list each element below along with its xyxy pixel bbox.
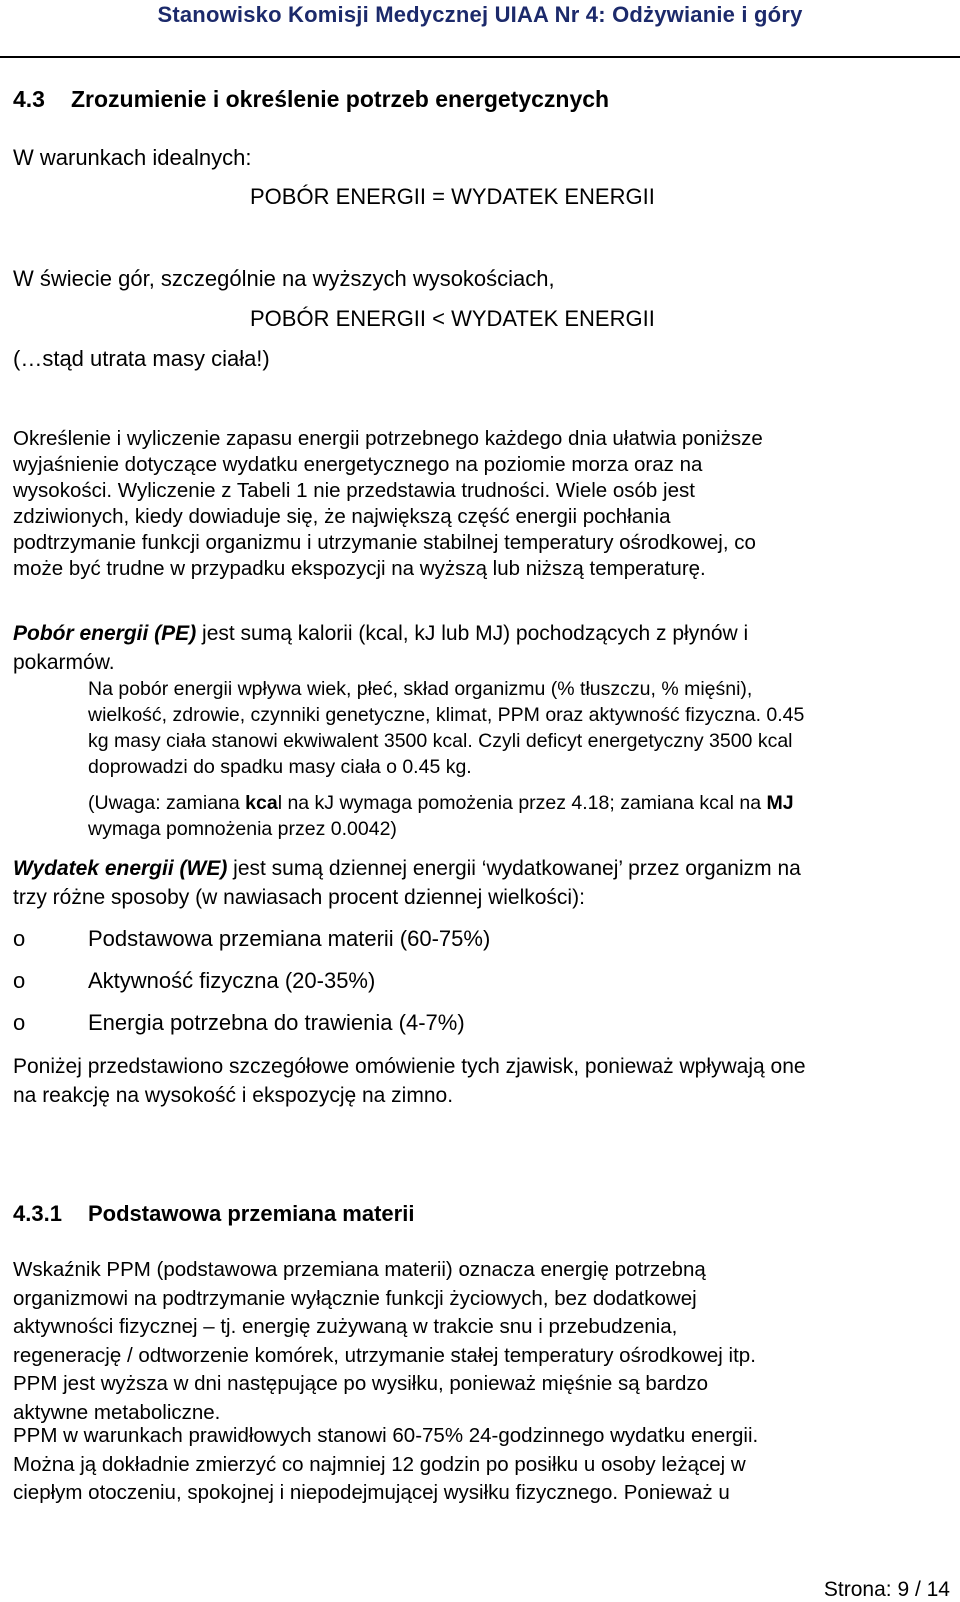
list-item-text: Podstawowa przemiana materii (60-75%) xyxy=(88,926,491,951)
section-title: Zrozumienie i określenie potrzeb energetycznych xyxy=(71,86,610,112)
list-item-text: Aktywność fizyczna (20-35%) xyxy=(88,968,376,993)
pe-conversion-note xyxy=(88,790,948,842)
pe-note-line: Na pobór energii wpływa wiek, płeć, skład organizmu (% tłuszczu, % mięśni), xyxy=(88,678,753,700)
below-paragraph xyxy=(13,1052,953,1110)
we-line2: trzy różne sposoby (w nawiasach procent dziennej wielkości): xyxy=(13,886,585,909)
pe-note-line: wielkość, zdrowie, czynniki genetyczne, klimat, PPM oraz aktywność fizyczna. 0.45 xyxy=(88,704,805,726)
pe-term: Pobór energii (PE) xyxy=(13,622,197,645)
conv-kcal: kca xyxy=(245,792,278,814)
ppm-paragraph-1 xyxy=(13,1256,953,1427)
intro-line: podtrzymanie funkcji organizmu i utrzymanie stabilnej temperatury ośrodkowej, co xyxy=(13,531,756,554)
page-number: Strona: 9 / 14 xyxy=(823,1578,950,1601)
conv-text: (Uwaga: zamiana xyxy=(88,792,246,814)
ppm-line: regenerację / odtworzenie komórek, utrzymanie stałej temperatury ośrodkowej itp. xyxy=(13,1343,756,1367)
pe-line2: pokarmów. xyxy=(13,651,115,674)
ppm-paragraph-2 xyxy=(13,1422,953,1508)
mountains-equation: POBÓR ENERGII < WYDATEK ENERGII xyxy=(250,306,655,331)
conv-text: l na kJ wymaga pomożenia przez 4.18; zamiana kcal na xyxy=(277,792,767,814)
pe-note-line: kg masy ciała stanowi ekwiwalent 3500 kcal. Czyli deficyt energetyczny 3500 kcal xyxy=(88,730,793,752)
ppm-line: PPM jest wyższa w dni następujące po wysiłku, ponieważ mięśnie są bardzo xyxy=(13,1372,709,1395)
intro-line: może być trudne w przypadku ekspozycji na wyższą lub niższą temperaturę. xyxy=(13,557,706,580)
intro-line: wysokości. Wyliczenie z Tabeli 1 nie przedstawia trudności. Wiele osób jest xyxy=(13,479,695,502)
mountains-note: (…stąd utrata masy ciała!) xyxy=(13,346,270,371)
subsection-title: Podstawowa przemiana materii xyxy=(88,1201,415,1226)
bullet-marker: o xyxy=(13,968,26,993)
intro-line: Określenie i wyliczenie zapasu energii potrzebnego każdego dnia ułatwia poniższe xyxy=(13,427,763,450)
section-number: 4.3 xyxy=(13,86,45,112)
bullet-marker: o xyxy=(13,926,26,951)
ppm-line: aktywne metaboliczne. xyxy=(13,1400,221,1424)
ppm-line: ciepłym otoczeniu, spokojnej i niepodejmującej wysiłku fizycznego. Ponieważ u xyxy=(13,1481,730,1504)
we-rest: jest sumą dziennej energii ‘wydatkowanej’ przez organizm na xyxy=(227,857,801,880)
ppm-line: PPM w warunkach prawidłowych stanowi 60-75% 24-godzinnego wydatku energii. xyxy=(13,1424,759,1447)
intro-paragraph xyxy=(13,426,953,582)
below-line: na reakcję na wysokość i ekspozycję na zimno. xyxy=(13,1084,454,1107)
pe-note-line: doprowadzi do spadku masy ciała o 0.45 kg. xyxy=(88,756,472,778)
ppm-line: Wskaźnik PPM (podstawowa przemiana materii) oznacza energię potrzebną xyxy=(13,1258,706,1281)
list-item-text: Energia potrzebna do trawienia (4-7%) xyxy=(88,1010,465,1035)
pe-definition xyxy=(13,619,953,677)
we-definition xyxy=(13,854,953,912)
mountains-label: W świecie gór, szczególnie na wyższych wysokościach, xyxy=(13,266,555,291)
bullet-marker: o xyxy=(13,1010,26,1035)
ppm-line: Można ją dokładnie zmierzyć co najmniej 12 godzin po posiłku u osoby leżącej w xyxy=(13,1452,746,1476)
header-title: Stanowisko Komisji Medycznej UIAA Nr 4: Odżywianie i góry xyxy=(157,2,803,27)
below-line: Poniżej przedstawiono szczegółowe omówienie tych zjawisk, ponieważ wpływają one xyxy=(13,1055,806,1078)
ideal-label: W warunkach idealnych: xyxy=(13,145,252,170)
we-term: Wydatek energii (WE) xyxy=(13,857,228,880)
conv-line2: wymaga pomnożenia przez 0.0042) xyxy=(88,818,397,840)
ppm-line: organizmowi na podtrzymanie wyłącznie funkcji życiowych, bez dodatkowej xyxy=(13,1286,697,1310)
intro-line: zdziwionych, kiedy dowiaduje się, że największą część energii pochłania xyxy=(13,505,671,528)
ideal-equation: POBÓR ENERGII = WYDATEK ENERGII xyxy=(250,184,655,209)
pe-rest: jest sumą kalorii (kcal, kJ lub MJ) pochodzących z płynów i xyxy=(196,622,749,645)
subsection-number: 4.3.1 xyxy=(13,1201,62,1226)
conv-mj: MJ xyxy=(766,792,794,814)
page-header xyxy=(0,0,960,58)
intro-line: wyjaśnienie dotyczące wydatku energetycznego na poziomie morza oraz na xyxy=(13,453,703,476)
ppm-line: aktywności fizycznej – tj. energię zużywaną w trakcie snu i przebudzenia, xyxy=(13,1315,678,1338)
pe-note xyxy=(88,676,948,780)
